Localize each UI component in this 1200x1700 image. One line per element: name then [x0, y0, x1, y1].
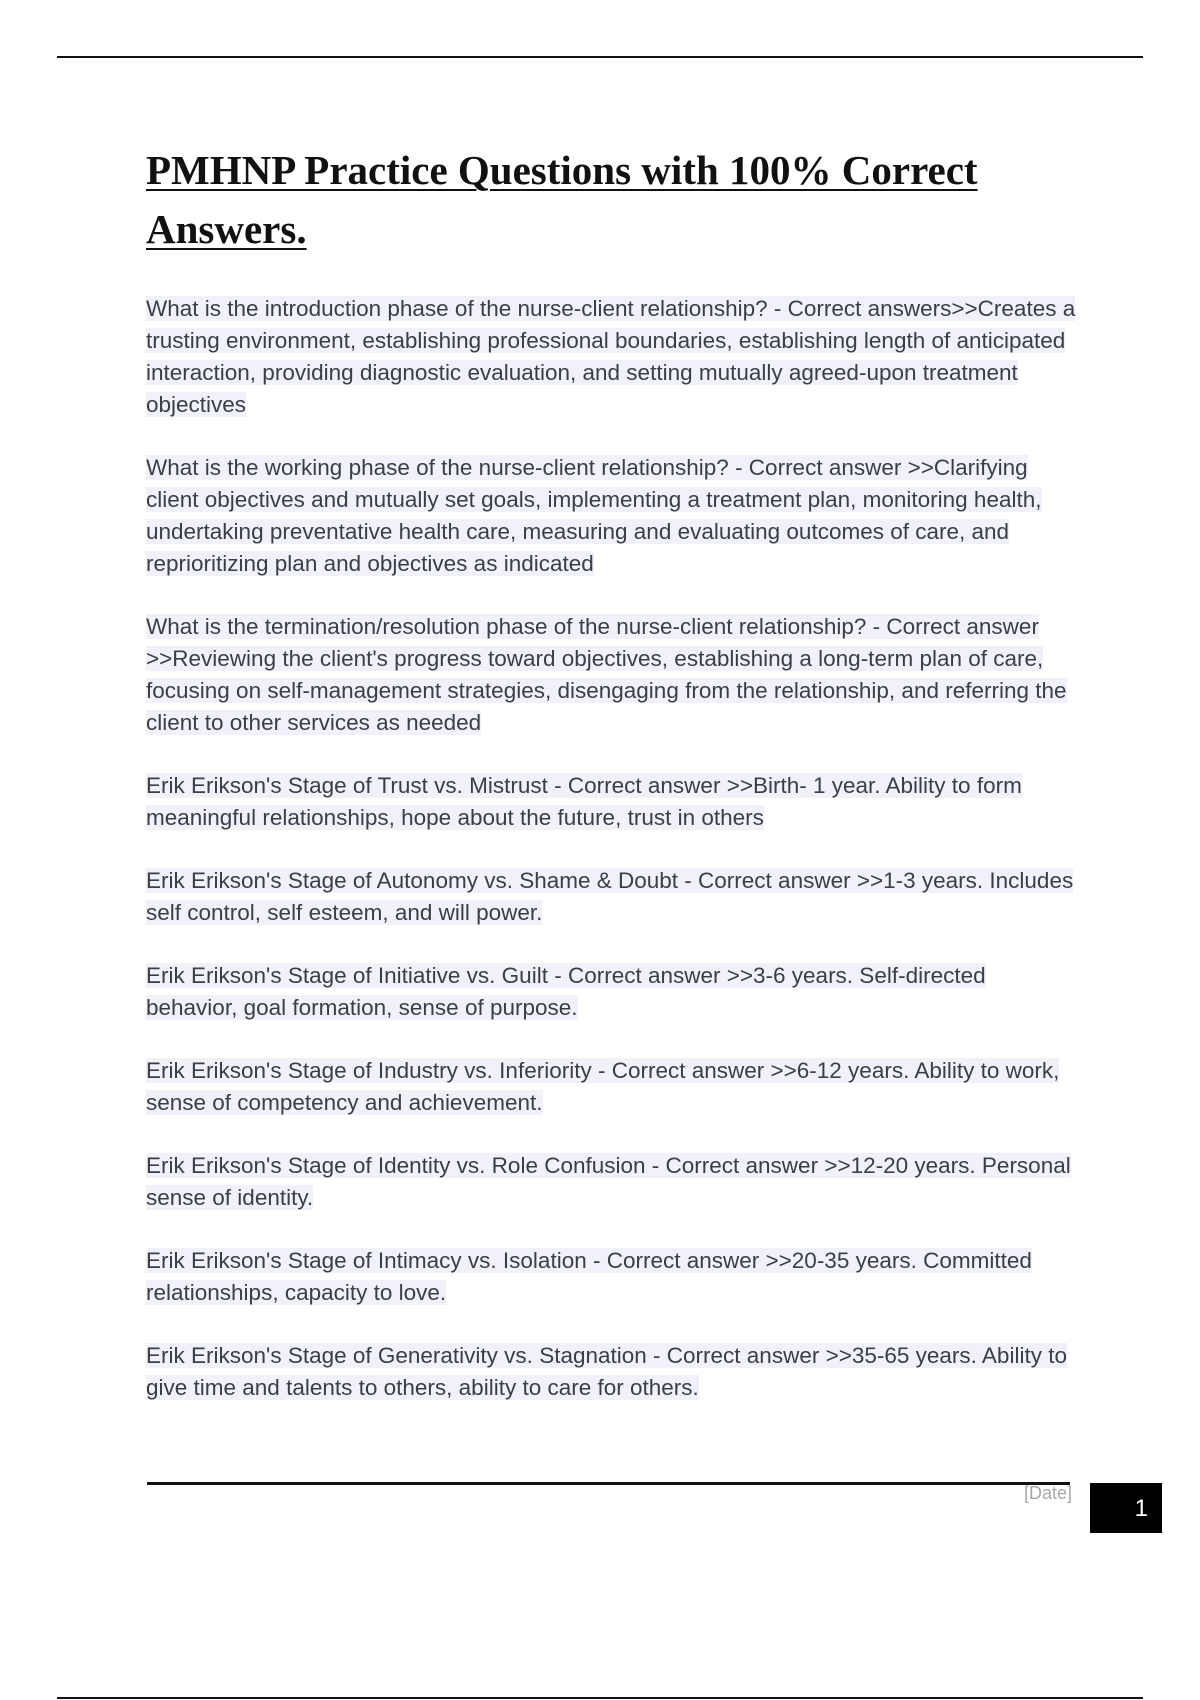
qa-item — [146, 1150, 1076, 1214]
footer-date: [Date] — [1023, 1483, 1072, 1503]
qa-text: Erik Erikson's Stage of Intimacy vs. Isolation - Correct answer >>20-35 years. Committed relationships, capacity to love. — [146, 1248, 1032, 1305]
footer-rule — [147, 1482, 1070, 1485]
qa-text: Erik Erikson's Stage of Industry vs. Inferiority - Correct answer >>6-12 years. Ability to work, sense of competency and achievement. — [146, 1058, 1060, 1115]
page-bottom-rule — [57, 1697, 1143, 1699]
qa-text: What is the introduction phase of the nurse-client relationship? - Correct answers>>Creates a trusting environment, establishing professional boundaries, establishing length of anticipated interaction, providing diagnostic evaluation, and setting mutually agreed-upon treatment objectives — [146, 296, 1076, 417]
qa-text: What is the working phase of the nurse-client relationship? - Correct answer >>Clarifying client objectives and mutually set goals, implementing a treatment plan, monitoring health, undertaking preventative health care, measuring and evaluating outcomes of care, and reprioritizing plan and objectives as indicated — [146, 455, 1042, 576]
page-number: 1 — [1134, 1495, 1148, 1522]
qa-item — [146, 452, 1076, 580]
qa-item — [146, 1340, 1076, 1404]
qa-text: Erik Erikson's Stage of Identity vs. Role Confusion - Correct answer >>12-20 years. Personal sense of identity. — [146, 1153, 1071, 1210]
qa-text: Erik Erikson's Stage of Autonomy vs. Shame & Doubt - Correct answer >>1-3 years. Includes self control, self esteem, and will power. — [146, 868, 1074, 925]
qa-item — [146, 1055, 1076, 1119]
qa-item — [146, 1245, 1076, 1309]
qa-text: Erik Erikson's Stage of Initiative vs. Guilt - Correct answer >>3-6 years. Self-directed behavior, goal formation, sense of purpose. — [146, 963, 986, 1020]
page-number-box — [1090, 1483, 1162, 1533]
qa-text: Erik Erikson's Stage of Trust vs. Mistrust - Correct answer >>Birth- 1 year. Ability to form meaningful relationships, hope about the future, trust in others — [146, 773, 1022, 830]
qa-item — [146, 293, 1076, 421]
qa-item — [146, 960, 1076, 1024]
header-rule — [57, 56, 1143, 58]
qa-text: What is the termination/resolution phase of the nurse-client relationship? - Correct answer >>Reviewing the client's progress toward objectives, establishing a long-term plan of care, focusing on self-management strategies, disengaging from the relationship, and referring the client to other services as needed — [146, 614, 1067, 735]
document-title: PMHNP Practice Questions with 100% Correct Answers. — [146, 147, 978, 252]
qa-item — [146, 770, 1076, 834]
qa-item — [146, 865, 1076, 929]
qa-list — [146, 293, 1076, 1435]
qa-text: Erik Erikson's Stage of Generativity vs. Stagnation - Correct answer >>35-65 years. Ability to give time and talents to others, ability to care for others. — [146, 1343, 1067, 1400]
qa-item — [146, 611, 1076, 739]
